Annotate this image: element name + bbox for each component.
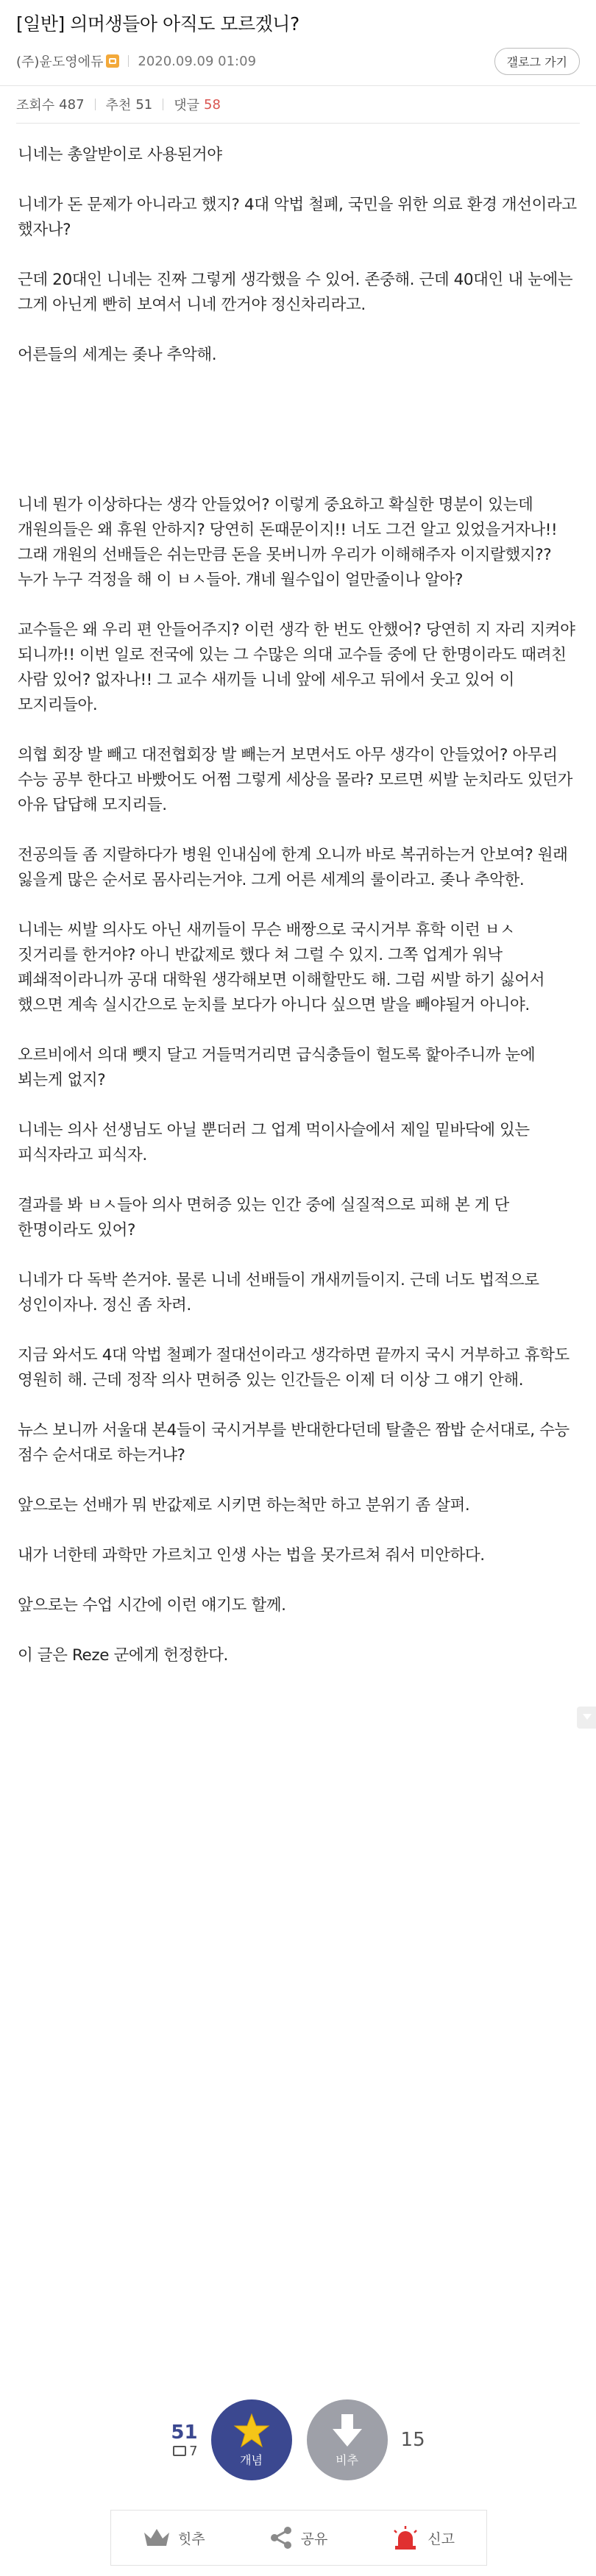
paragraph: 니네가 다 독박 쓴거야. 물론 니네 선배들이 개새끼들이지. 근데 너도 법적으로 성인이자나. 정신 좀 차려. [18,1271,539,1314]
scroll-handle[interactable] [577,1707,596,1729]
recommend-count: 51 [135,96,153,113]
not-recommend-label-text: 비추 [336,2452,358,2467]
paragraph: 전공의들 좀 지랄하다가 병원 인내심에 한계 오니까 바로 복귀하는거 안보여? 원래 잃을게 많은 순서로 몸사리는거야. 그게 어른 세계의 룰이라고. 좆나 추악한. [18,846,568,889]
star-icon [233,2413,270,2448]
divider [95,99,96,110]
paragraph: 니네 뭔가 이상하다는 생각 안들었어? 이렇게 중요하고 확실한 명분이 있는데 개원의들은 왜 휴원 안하지? 당연히 돈때문이지!! 너도 그건 알고 있었을거자나!! 그래 개원의 선배들은 쉬는만큼 돈을 못버니까 우리가 이해해주자 이지랄했지?? 누가 누구 걱정을 해 이 ㅂㅅ들아. 걔네 월수입이 얼만줄이나 알아? [18,496,558,589]
fixed-user-icon [173,2446,186,2456]
paragraph: 니네가 돈 문제가 아니라고 했지? 4대 악법 철폐, 국민을 위한 의료 환경 개선이라고 했자나? [18,196,577,239]
not-recommend-button[interactable] [307,2399,388,2480]
comments-label[interactable]: 댓글 [174,98,199,113]
crown-icon [143,2527,171,2549]
post-stats [0,86,596,123]
paragraph: 이 글은 Reze 군에게 헌정한다. [18,1646,228,1665]
writer-nickname[interactable] [16,51,119,71]
paragraph: 니네는 씨발 의사도 아닌 새끼들이 무슨 배짱으로 국시거부 휴학 이런 ㅂㅅ 짓거리를 한거야? 아니 반값제로 했다 쳐 그럴 수 있지. 그쪽 업계가 워낙 폐쇄적이라니까 공대 대학원 생각해보면 이해할만도 해. 그럼 씨발 하기 싫어서 했으면 계속 실시간으로 눈치를 보다가 아니다 싶으면 발을 빼야될거 아니야. [18,921,545,1014]
down-arrow-icon [330,2413,364,2448]
hit-label: 힛추 [177,2530,205,2547]
recommend-label: 추천 [105,98,132,113]
hit-button[interactable] [143,2527,205,2549]
writer-name[interactable]: (주)윤도영에듀 [16,54,104,70]
views-label: 조회수 [16,98,55,113]
paragraph: 앞으로는 선배가 뭐 반값제로 시키면 하는척만 하고 분위기 좀 살펴. [18,1496,470,1515]
gallog-button[interactable]: 갤로그 가기 [494,48,580,75]
paragraph: 앞으로는 수업 시간에 이런 얘기도 할께. [18,1596,286,1615]
paragraph: 의협 회장 발 빼고 대전협회장 발 빼는거 보면서도 아무 생각이 안들었어? 아무리 수능 공부 한다고 바빴어도 어쩜 그렇게 세상을 몰라? 모르면 씨발 눈치라도 있던가 아유 답답해 모지리들. [18,746,572,814]
paragraph: 니네는 총알받이로 사용된거야 [18,146,222,164]
paragraph: 교수들은 왜 우리 편 안들어주지? 이런 생각 한 번도 안했어? 당연히 지 자리 지켜야 되니까!! 이번 일로 전국에 있는 그 수많은 의대 교수들 중에 단 한명이라도 때려친 사람 있어? 없자나!! 그 교수 새끼들 니네 앞에 세우고 뒤에서 웃고 있어 이 모지리들아. [18,621,575,714]
views-count: 487 [59,96,85,113]
share-icon [269,2526,294,2550]
blank-space [18,393,578,493]
fixed-recommend-count: 7 [189,2443,198,2459]
paragraph: 결과를 봐 ㅂㅅ들아 의사 면허증 있는 인간 중에 실질적으로 피해 본 게 단 한명이라도 있어? [18,1196,509,1239]
report-label: 신고 [428,2530,455,2547]
bottom-action-bar [110,2510,487,2566]
post-title: [일반] 의머생들아 아직도 모르겠니? [16,13,299,35]
recommend-counts [171,2422,197,2459]
paragraph: 지금 와서도 4대 악법 철폐가 절대선이라고 생각하면 끝까지 국시 거부하고 휴학도 영원히 해. 근데 정작 의사 면허증 있는 인간들은 이제 더 이상 그 얘기 안해. [18,1346,570,1390]
post-meta [16,47,580,75]
siren-icon [391,2525,420,2550]
paragraph: 어른들의 세계는 좆나 추악해. [18,346,217,364]
fixed-recommend [171,2444,197,2459]
paragraph: 뉴스 보니까 서울대 본4들이 국시거부를 반대한다던데 탈출은 짬밥 순서대로, 수능 점수 순서대로 하는거냐? [18,1421,570,1465]
post-date: 2020.09.09 01:09 [138,53,257,69]
share-button[interactable] [269,2526,328,2550]
paragraph: 근데 20대인 니네는 진짜 그렇게 생각했을 수 있어. 존중해. 근데 40대인 내 눈에는 그게 아닌게 빤히 보여서 니네 깐거야 정신차리라고. [18,271,573,314]
divider [128,55,129,67]
down-count: 15 [400,2429,425,2451]
paragraph: 니네는 의사 선생님도 아닐 뿐더러 그 업계 먹이사슬에서 제일 밑바닥에 있는 피식자라고 피식자. [18,1121,530,1164]
up-count: 51 [171,2421,198,2444]
post-header [0,0,596,75]
report-button[interactable] [391,2525,455,2550]
share-label: 공유 [300,2530,328,2547]
fixed-nick-icon [106,54,119,68]
recommend-button[interactable] [211,2399,292,2480]
paragraph: 내가 너한테 과학만 가르치고 인생 사는 법을 못가르쳐 줘서 미안하다. [18,1546,485,1565]
paragraph: 오르비에서 의대 뺏지 달고 거들먹거리면 급식충들이 헐도록 핥아주니까 눈에 뵈는게 없지? [18,1046,536,1089]
recommend-box [0,2399,596,2480]
recommend-label-text: 개념 [240,2452,263,2467]
comments-count[interactable]: 58 [204,96,221,113]
post-body [0,124,596,1668]
